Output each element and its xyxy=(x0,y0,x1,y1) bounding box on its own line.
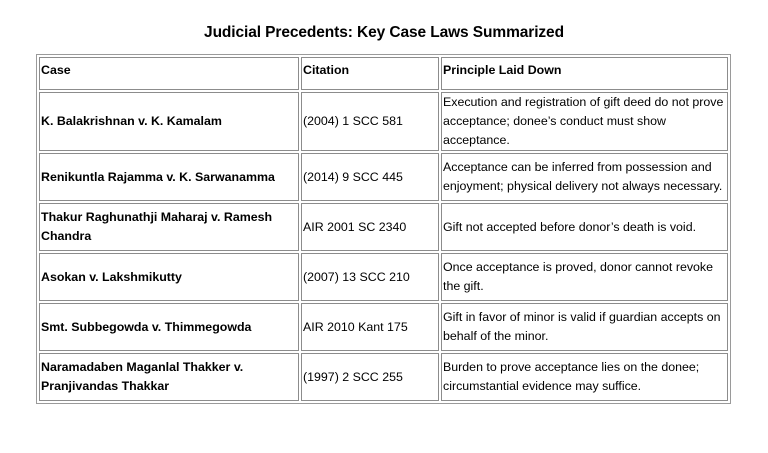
principle-cell: Gift in favor of minor is valid if guardian accepts on behalf of the minor. xyxy=(441,303,728,351)
citation-cell: (2014) 9 SCC 445 xyxy=(301,153,439,201)
column-header-principle: Principle Laid Down xyxy=(441,57,728,90)
table-row xyxy=(39,353,728,401)
case-law-table xyxy=(36,54,731,404)
principle-cell: Once acceptance is proved, donor cannot revoke the gift. xyxy=(441,253,728,301)
principle-cell: Execution and registration of gift deed do not prove acceptance; donee’s conduct must show acceptance. xyxy=(441,92,728,151)
table-row xyxy=(39,303,728,351)
case-cell: Asokan v. Lakshmikutty xyxy=(39,253,299,301)
principle-cell: Burden to prove acceptance lies on the donee; circumstantial evidence may suffice. xyxy=(441,353,728,401)
table-row xyxy=(39,203,728,251)
principle-cell: Gift not accepted before donor’s death is void. xyxy=(441,203,728,251)
case-cell: Thakur Raghunathji Maharaj v. Ramesh Chandra xyxy=(39,203,299,251)
citation-cell: (2004) 1 SCC 581 xyxy=(301,92,439,151)
table-row xyxy=(39,92,728,151)
citation-cell: AIR 2010 Kant 175 xyxy=(301,303,439,351)
case-cell: K. Balakrishnan v. K. Kamalam xyxy=(39,92,299,151)
principle-cell: Acceptance can be inferred from possession and enjoyment; physical delivery not always necessary. xyxy=(441,153,728,201)
citation-cell: (1997) 2 SCC 255 xyxy=(301,353,439,401)
column-header-case: Case xyxy=(39,57,299,90)
case-cell: Smt. Subbegowda v. Thimmegowda xyxy=(39,303,299,351)
case-cell: Renikuntla Rajamma v. K. Sarwanamma xyxy=(39,153,299,201)
page-title: Judicial Precedents: Key Case Laws Summarized xyxy=(204,24,564,41)
case-cell: Naramadaben Maganlal Thakker v. Pranjivandas Thakkar xyxy=(39,353,299,401)
table-row xyxy=(39,153,728,201)
column-header-citation: Citation xyxy=(301,57,439,90)
citation-cell: AIR 2001 SC 2340 xyxy=(301,203,439,251)
citation-cell: (2007) 13 SCC 210 xyxy=(301,253,439,301)
table-header-row xyxy=(39,57,728,90)
table-row xyxy=(39,253,728,301)
